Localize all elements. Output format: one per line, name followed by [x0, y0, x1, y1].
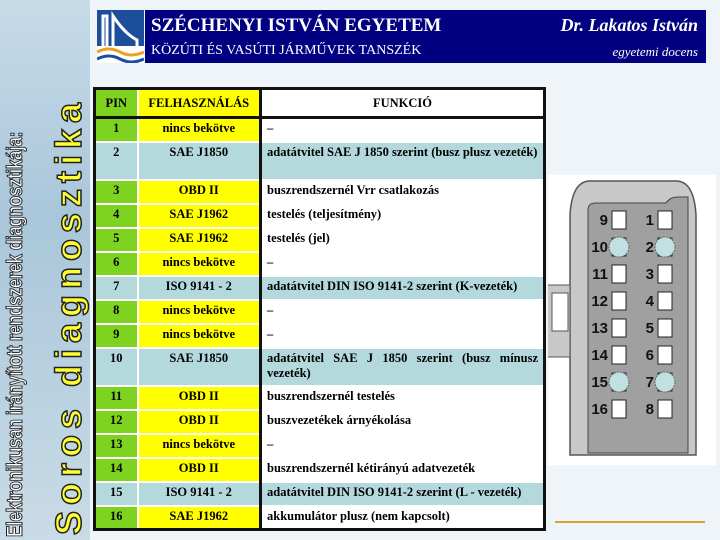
pin-number: 9 [599, 212, 608, 229]
pin-cell: 4 [95, 204, 138, 228]
university-name: SZÉCHENYI ISTVÁN EGYETEM [151, 15, 442, 36]
author-title: egyetemi docens [612, 44, 698, 59]
side-banner [0, 0, 90, 540]
function-cell: – [261, 434, 545, 458]
pin-number: 12 [591, 293, 608, 310]
header-function: FUNKCIÓ [261, 89, 545, 118]
function-cell: adatátvitel SAE J 1850 szerint (busz mínusz vezeték) [261, 348, 545, 386]
usage-cell: nincs bekötve [138, 434, 261, 458]
table-row [95, 410, 545, 434]
pin-socket [658, 319, 672, 337]
table-row [95, 118, 545, 142]
usage-cell: nincs bekötve [138, 118, 261, 142]
table-row [95, 204, 545, 228]
department-name: KÖZÚTI ÉS VASÚTI JÁRMŰVEK TANSZÉK [151, 43, 422, 58]
pin-cell: 3 [95, 180, 138, 204]
pin-cell: 15 [95, 482, 138, 506]
header-bar [145, 10, 706, 63]
pin-cell: 12 [95, 410, 138, 434]
usage-cell: SAE J1850 [138, 348, 261, 386]
table-row [95, 386, 545, 410]
table-header [95, 89, 545, 118]
pin-cell: 9 [95, 324, 138, 348]
usage-cell: OBD II [138, 386, 261, 410]
table-row [95, 458, 545, 482]
usage-cell: ISO 9141 - 2 [138, 482, 261, 506]
pin-number: 7 [645, 374, 654, 391]
function-cell: adatátvitel DIN ISO 9141-2 szerint (L - vezeték) [261, 482, 545, 506]
pin-socket [658, 265, 672, 283]
pin-number: 8 [645, 401, 654, 418]
function-cell: akkumulátor plusz (nem kapcsolt) [261, 506, 545, 530]
pin-number: 1 [645, 212, 654, 229]
table-row [95, 434, 545, 458]
active-pin-marker [609, 372, 629, 392]
pin-number: 3 [645, 266, 654, 283]
pin-number: 4 [645, 293, 654, 310]
table-row [95, 276, 545, 300]
table-row [95, 324, 545, 348]
pin-number: 11 [592, 266, 608, 283]
active-pin-marker [655, 237, 675, 257]
usage-cell: OBD II [138, 180, 261, 204]
pin-socket [612, 292, 626, 310]
author-name: Dr. Lakatos István [560, 15, 698, 35]
pin-socket [612, 319, 626, 337]
pin-number: 2 [645, 239, 654, 256]
function-cell: adatátvitel SAE J 1850 szerint (busz plusz vezeték) [261, 142, 545, 180]
pin-cell: 1 [95, 118, 138, 142]
function-cell: buszrendszernél testelés [261, 386, 545, 410]
table-row [95, 348, 545, 386]
function-cell: testelés (teljesítmény) [261, 204, 545, 228]
pin-socket [658, 400, 672, 418]
pin-cell: 7 [95, 276, 138, 300]
table-row [95, 228, 545, 252]
table-row [95, 142, 545, 180]
obd-connector-diagram [548, 175, 716, 465]
header-usage: FELHASZNÁLÁS [138, 89, 261, 118]
pin-socket [658, 346, 672, 364]
usage-cell: nincs bekötve [138, 300, 261, 324]
usage-cell: ISO 9141 - 2 [138, 276, 261, 300]
usage-cell: SAE J1962 [138, 228, 261, 252]
footer-line [555, 521, 705, 523]
pin-cell: 10 [95, 348, 138, 386]
pin-cell: 11 [95, 386, 138, 410]
function-cell: testelés (jel) [261, 228, 545, 252]
pin-socket [658, 211, 672, 229]
table-row [95, 506, 545, 530]
pin-number: 14 [591, 347, 608, 364]
pin-table [93, 87, 546, 531]
function-cell: buszrendszernél Vrr csatlakozás [261, 180, 545, 204]
pin-cell: 16 [95, 506, 138, 530]
pin-socket [612, 211, 626, 229]
pin-number: 6 [645, 347, 654, 364]
university-logo [97, 10, 144, 63]
function-cell: – [261, 252, 545, 276]
active-pin-marker [655, 372, 675, 392]
function-cell: – [261, 300, 545, 324]
table-row [95, 180, 545, 204]
usage-cell: nincs bekötve [138, 324, 261, 348]
pin-number: 16 [591, 401, 608, 418]
function-cell: – [261, 324, 545, 348]
function-cell: buszvezetékek árnyékolása [261, 410, 545, 434]
function-cell: buszrendszernél kétirányú adatvezeték [261, 458, 545, 482]
header-pin: PIN [95, 89, 138, 118]
usage-cell: SAE J1962 [138, 506, 261, 530]
pin-socket [612, 400, 626, 418]
function-cell: adatátvitel DIN ISO 9141-2 szerint (K-vezeték) [261, 276, 545, 300]
usage-cell: OBD II [138, 458, 261, 482]
pin-socket [658, 292, 672, 310]
pin-cell: 8 [95, 300, 138, 324]
pin-cell: 13 [95, 434, 138, 458]
usage-cell: OBD II [138, 410, 261, 434]
vertical-subtitle: Soros diagnosztika [48, 96, 89, 535]
pin-socket [612, 346, 626, 364]
usage-cell: SAE J1962 [138, 204, 261, 228]
pin-cell: 2 [95, 142, 138, 180]
active-pin-marker [609, 237, 629, 257]
pin-number: 5 [645, 320, 654, 337]
pin-socket [612, 265, 626, 283]
function-cell: – [261, 118, 545, 142]
vertical-title: Elektronikusan irányított rendszerek diagnosztikája: [2, 131, 27, 537]
pin-number: 13 [591, 320, 608, 337]
table-row [95, 482, 545, 506]
pin-cell: 6 [95, 252, 138, 276]
pin-cell: 14 [95, 458, 138, 482]
table-row [95, 252, 545, 276]
usage-cell: SAE J1850 [138, 142, 261, 180]
pin-number: 15 [591, 374, 608, 391]
pin-cell: 5 [95, 228, 138, 252]
usage-cell: nincs bekötve [138, 252, 261, 276]
pin-number: 10 [591, 239, 608, 256]
table-row [95, 300, 545, 324]
